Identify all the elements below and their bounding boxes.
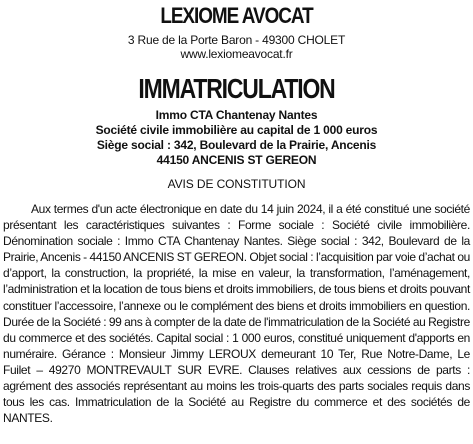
company-seat: Siège social : 342, Boulevard de la Prairie, Ancenis <box>96 138 377 152</box>
firm-header <box>3 4 470 61</box>
company-block <box>3 108 470 168</box>
notice-headline: IMMATRICULATION <box>138 73 335 104</box>
firm-name: LEXIOME AVOCAT <box>160 3 313 28</box>
notice-title: AVIS DE CONSTITUTION <box>167 177 306 191</box>
firm-address: 3 Rue de la Porte Baron - 49300 CHOLET <box>127 33 346 47</box>
notice-body: Aux termes d'un acte électronique en date du 14 juin 2024, il a été constitué une société présentant les caractéristiques suivantes : Forme sociale : Société civile immobilière. Dénomination sociale : Immo CTA Chantenay Nantes. Siège social : 342, Boulevard de la Prairie, Ancenis - 44150 ANCENIS ST GEREON. Objet social : l’acquisition par voie d’achat ou d’apport, la construction, la propriété, la mise en valeur, la transformation, l’aménagement, l’administration et la location de tous biens et droits immobiliers, de tous biens et droits pouvant constituer l’accessoire, l’annexe ou le complément des biens et droits immobiliers en question. Durée de la Société : 99 ans à compter de la date de l'immatriculation de la Société au Registre du commerce et des sociétés. Capital social : 1 000 euros, constitué uniquement d'apports en numéraire. Gérance : Monsieur Jimmy LEROUX demeurant 10 Ter, Rue Notre-Dame, Le Fuilet – 49270 MONTREVAULT SUR EVRE. Clauses relatives aux cessions de parts : agrément des associés représentant au moins les trois-quarts des parts sociales requis dans tous les cas. Immatriculation de la Société au Registre du commerce et des sociétés de NANTES. <box>3 202 470 426</box>
firm-website: www.lexiomeavocat.fr <box>180 47 293 61</box>
company-city: 44150 ANCENIS ST GEREON <box>156 153 317 167</box>
company-name: Immo CTA Chantenay Nantes <box>155 108 318 122</box>
company-form-capital: Société civile immobilière au capital de 1 000 euros <box>95 123 378 137</box>
